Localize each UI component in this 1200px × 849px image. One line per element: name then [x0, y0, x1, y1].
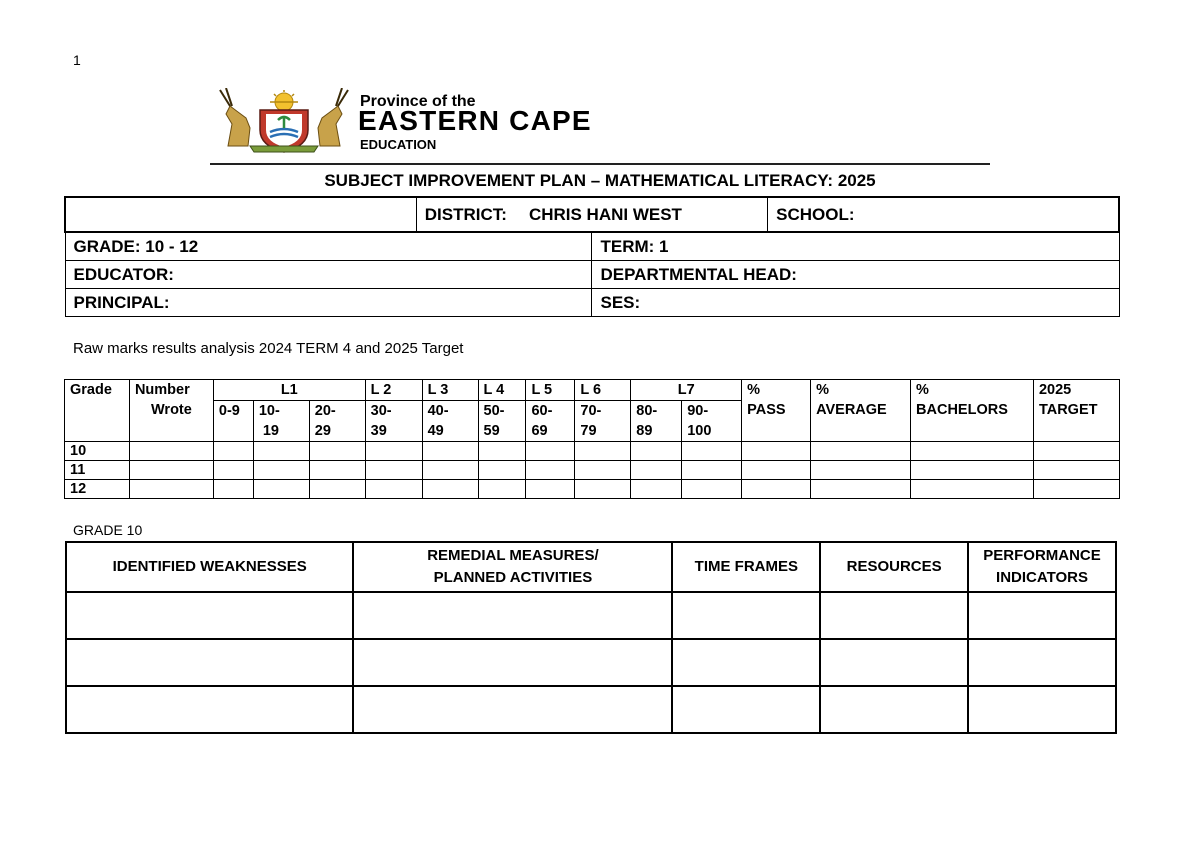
bachelors-percent-sign: % [916, 382, 929, 398]
page-number: 1 [73, 52, 81, 68]
logo-education-text: EDUCATION [360, 137, 437, 152]
header-line: PERFORMANCE [983, 547, 1101, 564]
target-year: 2025 [1038, 382, 1072, 398]
grade-field: GRADE: 10 - 12 [65, 232, 592, 261]
range-90-100 [682, 401, 742, 442]
plan-cell[interactable] [820, 592, 968, 639]
table-row [65, 480, 1120, 499]
coat-of-arms-icon [210, 88, 358, 154]
document-title: SUBJECT IMPROVEMENT PLAN – MATHEMATICAL LITERACY: 2025 [324, 171, 876, 190]
level-4-header: L 4 [478, 380, 526, 401]
number-wrote-header [129, 380, 213, 442]
district-value: CHRIS HANI WEST [528, 204, 682, 224]
result-cell[interactable] [253, 442, 309, 461]
range-label: 89 [636, 423, 653, 439]
header-divider [210, 163, 990, 165]
range-label: 29 [314, 423, 331, 439]
result-cell[interactable] [253, 461, 309, 480]
result-cell[interactable] [365, 480, 422, 499]
result-cell[interactable] [526, 461, 575, 480]
resources-header [820, 542, 968, 592]
range-40-49 [422, 401, 478, 442]
result-cell[interactable] [213, 480, 253, 499]
departmental-head-field: DEPARTMENTAL HEAD: [592, 261, 1119, 289]
result-cell[interactable] [682, 442, 742, 461]
grade-cell: 10 [65, 442, 130, 461]
range-label: 80- [636, 403, 658, 419]
result-cell[interactable] [526, 480, 575, 499]
table-row [66, 639, 1116, 686]
school-label: SCHOOL: [776, 204, 855, 224]
plan-cell[interactable] [820, 639, 968, 686]
results-caption: Raw marks results analysis 2024 TERM 4 and 2025 Target [73, 340, 464, 357]
result-cell[interactable] [1033, 442, 1119, 461]
result-cell[interactable] [213, 461, 253, 480]
pass-header [742, 380, 811, 442]
range-10-19 [253, 401, 309, 442]
plan-cell[interactable] [66, 592, 353, 639]
plan-cell[interactable] [968, 686, 1116, 733]
term-field: TERM: 1 [592, 232, 1119, 261]
result-cell[interactable] [682, 461, 742, 480]
range-label: 40- [427, 403, 449, 419]
result-cell[interactable] [631, 461, 682, 480]
range-label: 19 [262, 423, 279, 439]
grade-header: Grade [65, 380, 130, 442]
level-3-header: L 3 [422, 380, 478, 401]
eastern-cape-education-logo [210, 86, 680, 156]
range-60-69 [526, 401, 575, 442]
range-30-39 [365, 401, 422, 442]
result-cell[interactable] [129, 480, 213, 499]
average-header [811, 380, 911, 442]
plan-cell[interactable] [672, 639, 820, 686]
result-cell[interactable] [811, 461, 911, 480]
result-cell[interactable] [526, 442, 575, 461]
grade-cell: 12 [65, 480, 130, 499]
range-label: 79 [580, 423, 597, 439]
result-cell[interactable] [911, 461, 1034, 480]
header-line: REMEDIAL MEASURES/ [427, 547, 599, 564]
district-cell [416, 197, 767, 232]
level-6-header: L 6 [575, 380, 631, 401]
grade-10-caption: GRADE 10 [73, 522, 143, 538]
range-20-29 [309, 401, 365, 442]
level-7-header: L7 [631, 380, 742, 401]
level-2-header: L 2 [365, 380, 422, 401]
result-cell[interactable] [309, 461, 365, 480]
principal-field: PRINCIPAL: [65, 289, 592, 317]
result-cell[interactable] [742, 480, 811, 499]
table-row [65, 442, 1120, 461]
results-analysis-table [64, 379, 1120, 499]
pass-label: PASS [747, 402, 786, 418]
range-label: 60- [531, 403, 553, 419]
result-cell[interactable] [365, 442, 422, 461]
school-info-table [64, 196, 1120, 317]
result-cell[interactable] [365, 461, 422, 480]
result-cell[interactable] [1033, 480, 1119, 499]
level-5-header: L 5 [526, 380, 575, 401]
weaknesses-header [66, 542, 353, 592]
plan-cell[interactable] [820, 686, 968, 733]
average-percent-sign: % [816, 382, 829, 398]
plan-cell[interactable] [968, 592, 1116, 639]
performance-indicators-header [968, 542, 1116, 592]
result-cell[interactable] [575, 461, 631, 480]
range-label: 90- [687, 403, 709, 419]
range-70-79 [575, 401, 631, 442]
bachelors-header [911, 380, 1034, 442]
range-label: 69 [531, 423, 548, 439]
plan-cell[interactable] [672, 686, 820, 733]
result-cell[interactable] [129, 442, 213, 461]
result-cell[interactable] [911, 442, 1034, 461]
header-line: RESOURCES [846, 558, 942, 575]
plan-cell[interactable] [672, 592, 820, 639]
result-cell[interactable] [742, 442, 811, 461]
result-cell[interactable] [631, 480, 682, 499]
result-cell[interactable] [575, 480, 631, 499]
result-cell[interactable] [911, 480, 1034, 499]
range-label: 50- [483, 403, 505, 419]
result-cell[interactable] [478, 480, 526, 499]
plan-cell[interactable] [353, 686, 672, 733]
table-row [65, 461, 1120, 480]
time-frames-header [672, 542, 820, 592]
result-cell[interactable] [742, 461, 811, 480]
result-cell[interactable] [422, 480, 478, 499]
wrote-header: Wrote [151, 402, 192, 418]
result-cell[interactable] [478, 442, 526, 461]
result-cell[interactable] [422, 442, 478, 461]
range-label: 59 [483, 423, 500, 439]
remedial-measures-header [353, 542, 672, 592]
school-cell [768, 197, 1119, 232]
range-label: 10- [258, 403, 280, 419]
number-header: Number [134, 382, 190, 398]
result-cell[interactable] [422, 461, 478, 480]
result-cell[interactable] [478, 461, 526, 480]
plan-cell[interactable] [66, 639, 353, 686]
target-label: TARGET [1038, 402, 1098, 418]
plan-cell[interactable] [66, 686, 353, 733]
logo-province-text: Province of the [360, 93, 476, 110]
table-row [66, 686, 1116, 733]
header-line: PLANNED ACTIVITIES [433, 569, 593, 586]
plan-cell[interactable] [353, 592, 672, 639]
result-cell[interactable] [811, 480, 911, 499]
range-label: 70- [580, 403, 602, 419]
plan-cell[interactable] [353, 639, 672, 686]
result-cell[interactable] [631, 442, 682, 461]
result-cell[interactable] [213, 442, 253, 461]
result-cell[interactable] [811, 442, 911, 461]
result-cell[interactable] [129, 461, 213, 480]
result-cell[interactable] [309, 480, 365, 499]
plan-cell[interactable] [968, 639, 1116, 686]
range-label: 49 [427, 423, 444, 439]
educator-field: EDUCATOR: [65, 261, 592, 289]
table-row [66, 592, 1116, 639]
result-cell[interactable] [575, 442, 631, 461]
target-header [1033, 380, 1119, 442]
range-label: 0-9 [218, 403, 240, 419]
range-50-59 [478, 401, 526, 442]
average-label: AVERAGE [816, 402, 887, 418]
range-0-9 [213, 401, 253, 442]
range-label: 100 [687, 423, 712, 439]
grade-cell: 11 [65, 461, 130, 480]
ses-field: SES: [592, 289, 1119, 317]
improvement-plan-table [65, 541, 1117, 734]
result-cell[interactable] [682, 480, 742, 499]
range-80-89 [631, 401, 682, 442]
range-label: 39 [370, 423, 387, 439]
range-label: 30- [370, 403, 392, 419]
blank-header-cell [65, 197, 416, 232]
result-cell[interactable] [309, 442, 365, 461]
header-line: INDICATORS [996, 569, 1088, 586]
pass-percent-sign: % [747, 382, 761, 398]
range-label: 20- [314, 403, 336, 419]
result-cell[interactable] [1033, 461, 1119, 480]
header-line: TIME FRAMES [694, 558, 799, 575]
header-line: IDENTIFIED WEAKNESSES [112, 558, 307, 575]
result-cell[interactable] [253, 480, 309, 499]
bachelors-label: BACHELORS [916, 402, 1008, 418]
logo-eastern-cape-text: EASTERN CAPE [358, 105, 592, 136]
district-label: DISTRICT: [424, 204, 507, 224]
level-1-header: L1 [213, 380, 365, 401]
